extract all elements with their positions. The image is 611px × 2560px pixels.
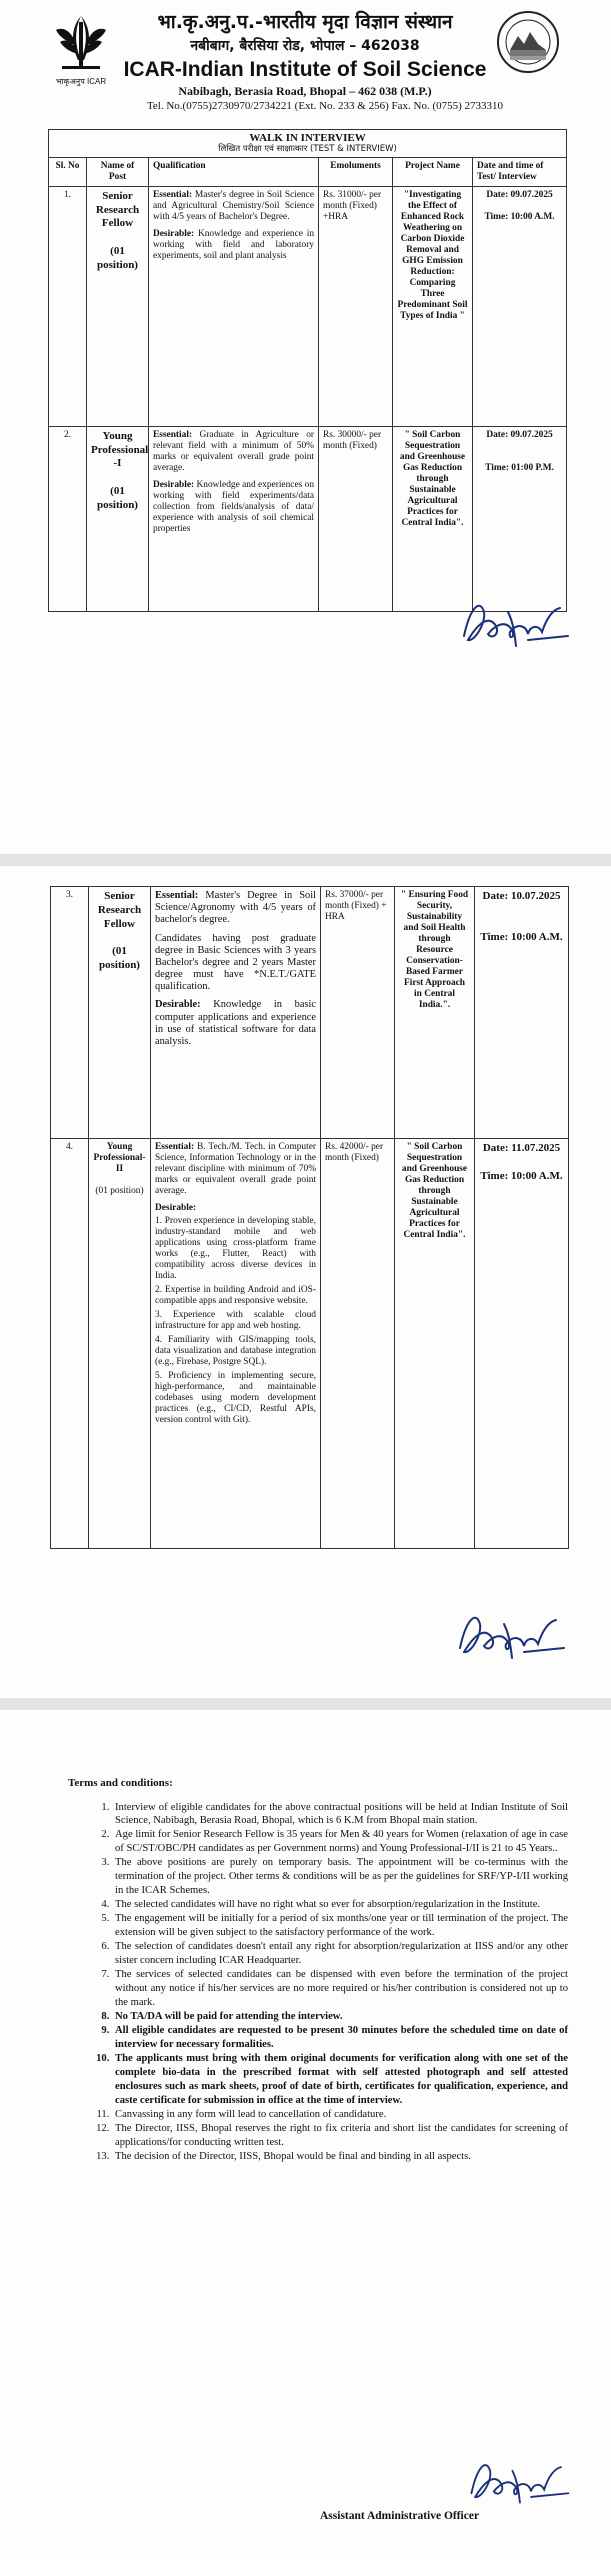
row-qualification <box>149 186 319 426</box>
row-qualification <box>151 1139 321 1549</box>
post-name: Young Professional -I <box>91 429 149 470</box>
list-item: 6. The selection of candidates doesn't entail any right for absorption/regularization at IISS and/or any other sister concern including ICAR Headquarter. <box>112 1940 568 1968</box>
post-name: Young Professional-II <box>93 1142 146 1174</box>
list-item: 12. The Director, IISS, Bhopal reserves the right to fix criteria and short list the candidates for screening of applications/for conducting written test. <box>112 2122 568 2150</box>
desirable-label: Desirable: <box>153 228 195 239</box>
desirable-label: Desirable: <box>155 999 201 1011</box>
walk-in-subtitle: लिखित परीक्षा एवं साक्षात्कार (TEST & INTERVIEW) <box>218 143 397 154</box>
desirable-text: Knowledge and experiences on working with field experiments/data collection from fields/analysis of data/ experience with analysis of soil chemical properties <box>153 479 315 534</box>
letterhead <box>50 6 560 128</box>
list-item: 9. All eligible candidates are requested to be present 30 minutes before the scheduled time on date of interview for necessary formalities. <box>112 2024 568 2052</box>
col-date-time: Date and time of Test/ Interview <box>473 157 567 186</box>
list-item: 5. The engagement will be initially for a period of six months/one year or till termination of the project. The extension will be given subject to the satisfactory performance of the work. <box>112 1912 568 1940</box>
list-item: 4. The selected candidates will have no right what so ever for absorption/regularization in the Institute. <box>112 1898 568 1912</box>
logo-label: भाकृअनुप ICAR <box>55 77 107 86</box>
institute-address: Nabibagh, Berasia Road, Bhopal – 462 038 (M.P.) <box>178 84 432 98</box>
signature <box>452 1602 570 1672</box>
row-project: " Ensuring Food Security, Sustainability and Soil Health through Resource Conservation-Based Farmer First Approach in Central India.". <box>395 887 475 1139</box>
list-item: 2. Expertise in building Android and iOS- compatible apps and responsive website. <box>155 1285 316 1306</box>
row-sl: 1. <box>49 186 87 426</box>
desirable-list <box>155 1216 316 1426</box>
row-project: " Soil Carbon Sequestration and Greenhouse Gas Reduction through Sustainable Agricultural Practices for Central India". <box>395 1139 475 1549</box>
list-item: 13. The decision of the Director, IISS, Bhopal would be final and binding in all aspects. <box>112 2150 568 2164</box>
list-item: 5. Proficiency in implementing secure, high-performance, and maintainable codebases using modern development practices (e.g., CI/CD, Restful APIs, version control with Git). <box>155 1371 316 1425</box>
institute-name: ICAR-Indian Institute of Soil Science <box>123 58 487 81</box>
list-item: 1. Interview of eligible candidates for the above contractual positions will be held at Indian Institute of Soil Science, Nabibagh, Berasia Road, Bhopal, which is 6 K.M from Bhopal main station. <box>112 1801 568 1829</box>
list-item: 1. Proven experience in developing stable, industry-standard mobile and web applications using cross-platform frame works (e.g., Flutter, React) with compatibility across diverse devices in India. <box>155 1216 316 1281</box>
post-positions: (01 position) <box>95 1186 144 1196</box>
page-3 <box>0 1710 611 2560</box>
essential-label: Essential: <box>155 1142 195 1152</box>
interview-date: Date: 10.07.2025 <box>482 890 561 902</box>
essential-text: Master's Degree in Soil Science/Agronomy with 4/5 years of bachelor's degree. <box>155 890 316 926</box>
row-date-time <box>473 426 567 611</box>
row-sl: 4. <box>51 1139 89 1549</box>
row-post <box>87 426 149 611</box>
vacancy-table-continued <box>50 886 569 1549</box>
row-sl: 3. <box>51 887 89 1139</box>
list-item: 3. The above positions are purely on temporary basis. The appointment will be co-terminus with the termination of the project. Other terms & conditions will be as per the guidelines for SRF/YP-I/II working in the ICAR Schemes. <box>112 1856 568 1898</box>
essential-extra: Candidates having post graduate degree in Basic Sciences with 3 years Bachelor's degree and 2 years Master degree must have *N.E.T./GATE qualification. <box>155 932 316 993</box>
table-header-row <box>49 157 567 186</box>
terms-list <box>68 1801 568 2164</box>
list-item: 7. The services of selected candidates can be dispensed with even before the termination of the project without any notice if his/her services are no more required or his/her contribution is considered not up to the mark. <box>112 1968 568 2010</box>
essential-text: Master's degree in Soil Science and Agricultural Chemistry/Soil Science with 4/5 years of Bachelor's Degree. <box>153 189 315 222</box>
row-post <box>89 1139 151 1549</box>
desirable-label: Desirable: <box>153 479 195 490</box>
row-qualification <box>151 887 321 1139</box>
iiss-seal-logo <box>496 10 560 74</box>
vacancy-table <box>48 129 567 612</box>
list-item: 10. The applicants must bring with them original documents for verification along with one set of the complete bio-data in the prescribed format with self attested photograph and self attested enclosures such as mark sheets, proof of date of birth, certificates for qualification, experience, and caste certificate for submission in office at the time of interview. <box>112 2052 568 2108</box>
post-name: Senior Research Fellow <box>95 189 140 230</box>
interview-date: Date: 09.07.2025 <box>486 189 553 200</box>
signature <box>464 2450 574 2516</box>
terms-heading: Terms and conditions: <box>68 1777 173 1789</box>
col-qualification: Qualification <box>149 157 319 186</box>
row-qualification <box>149 426 319 611</box>
desirable-text: Knowledge and experience in working with field and laboratory experiments, soil and plant analysis <box>153 228 315 261</box>
row-date-time <box>475 887 569 1139</box>
address-hindi: नबीबाग, बैरसिया रोड, भोपाल – 462038 <box>190 38 420 54</box>
list-item: 11. Canvassing in any form will lead to cancellation of candidature. <box>112 2108 568 2122</box>
desirable-text: Knowledge in basic computer applications and experience in use of statistical software for data analysis. <box>155 999 316 1047</box>
col-project: Project Name <box>393 157 473 186</box>
row-post <box>87 186 149 426</box>
interview-time: Time: 10:00 A.M. <box>480 1169 563 1182</box>
row-sl: 2. <box>49 426 87 611</box>
table-row <box>51 887 569 1139</box>
signatory-title: Assistant Administrative Officer <box>320 2510 480 2522</box>
col-sl-no: Sl. No <box>49 157 87 186</box>
essential-label: Essential: <box>153 189 193 200</box>
row-post <box>89 887 151 1139</box>
institute-name-hindi: भा.कृ.अनु.प.-भारतीय मृदा विज्ञान संस्थान <box>157 11 453 33</box>
essential-label: Essential: <box>153 429 193 440</box>
table-row <box>49 186 567 426</box>
page-1 <box>0 0 611 854</box>
list-item: 8. No TA/DA will be paid for attending the interview. <box>112 2010 568 2024</box>
row-date-time <box>475 1139 569 1549</box>
page-2 <box>0 866 611 1698</box>
interview-date: Date: 09.07.2025 <box>486 429 553 440</box>
row-emoluments: Rs. 42000/- per month (Fixed) <box>321 1139 395 1549</box>
icar-logo <box>50 8 112 88</box>
walk-in-caption <box>49 130 567 158</box>
row-project: "Investigating the Effect of Enhanced Rock Weathering on Carbon Dioxide Removal and GHG Emission Reduction: Comparing Three Predominant Soil Types of India " <box>393 186 473 426</box>
essential-text: Graduate in Agriculture or relevant field with a minimum of 50% marks or equivalent overall grade point average. <box>153 429 315 473</box>
essential-text: B. Tech./M. Tech. in Computer Science, Information Technology or in the relevant discipline with minimum of 70% marks or equivalent overall grade point average. <box>155 1142 316 1196</box>
interview-date: Date: 11.07.2025 <box>482 1142 561 1154</box>
interview-time: Time: 10:00 A.M. <box>484 211 555 222</box>
terms-section <box>68 1776 568 2164</box>
term-text: Age limit for Senior Research Fellow is 35 years for Men & 40 years for Women (relaxation of age in case of SC/ST/OBC/PH candidates as per Government norms) and Young Professional-I/II is 21 to 45 Years.. <box>115 1829 568 1855</box>
signature <box>456 590 574 660</box>
list-item: 4. Familiarity with GIS/mapping tools, data visualization and database integration (e.g., Firebase, Postgre SQL). <box>155 1335 316 1367</box>
essential-label: Essential: <box>155 890 199 901</box>
row-emoluments: Rs. 30000/- per month (Fixed) <box>319 426 393 611</box>
post-name: Senior Research Fellow <box>97 890 142 930</box>
post-positions: (01 position) <box>97 484 138 511</box>
list-item: 3. Experience with scalable cloud infrastructure for app and web hosting. <box>155 1310 316 1331</box>
post-positions: (01 position) <box>99 945 140 971</box>
row-date-time <box>473 186 567 426</box>
post-positions: (01 position) <box>97 244 138 271</box>
col-post: Name of Post <box>87 157 149 186</box>
interview-time: Time: 01:00 P.M. <box>485 462 554 473</box>
contact-line: Tel. No.(0755)2730970/2734221 (Ext. No. 233 & 256) Fax. No. (0755) 2733310 <box>146 100 504 112</box>
row-emoluments: Rs. 31000/- per month (Fixed) +HRA <box>319 186 393 426</box>
row-emoluments: Rs. 37000/- per month (Fixed) + HRA <box>321 887 395 1139</box>
walk-in-title: WALK IN INTERVIEW <box>249 132 366 144</box>
col-emoluments: Emoluments <box>319 157 393 186</box>
list-item <box>112 1828 568 1856</box>
interview-time: Time: 10:00 A.M. <box>480 931 563 944</box>
desirable-label: Desirable: <box>155 1203 197 1213</box>
row-project: " Soil Carbon Sequestration and Greenhouse Gas Reduction through Sustainable Agricultural Practices for Central India". <box>393 426 473 611</box>
table-row <box>49 426 567 611</box>
table-row <box>51 1139 569 1549</box>
